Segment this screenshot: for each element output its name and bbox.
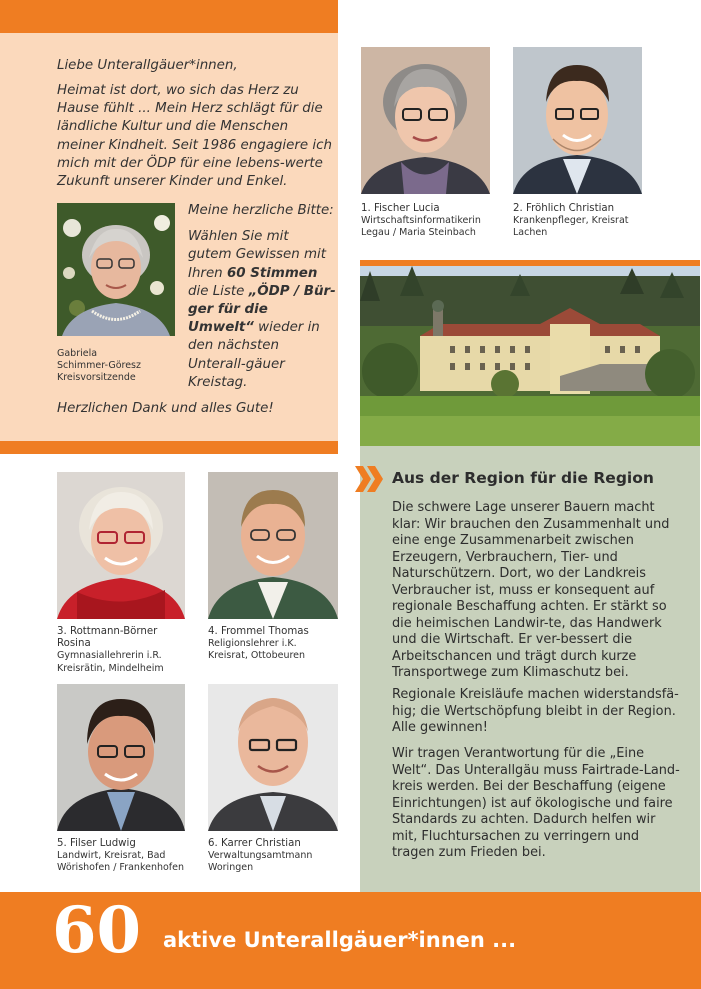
footer-number: 60 xyxy=(52,893,142,968)
candidate-5-occupation: Landwirt, Kreisrat, Bad xyxy=(57,850,166,862)
top-orange-bar xyxy=(0,0,338,33)
candidate-2-occupation: Krankenpfleger, Kreisrat xyxy=(513,215,629,227)
letter-request xyxy=(188,202,336,392)
request-text-2: die Liste xyxy=(188,283,249,299)
candidate-4-caption xyxy=(208,626,348,663)
request-text-1: Wählen Sie mit gutem Gewissen mit Ihren xyxy=(188,229,327,281)
candidate-6-caption xyxy=(208,838,348,875)
candidate-1-caption xyxy=(361,203,501,240)
candidate-1-location: Legau / Maria Steinbach xyxy=(361,227,476,239)
signatory-first-name: Gabriela xyxy=(57,348,98,359)
candidate-2-caption xyxy=(513,203,653,240)
region-heading: Aus der Region für die Region xyxy=(392,469,654,487)
candidate-3-caption xyxy=(57,626,197,675)
region-paragraph-1: Die schwere Lage unserer Bauern macht klar: Wir brauchen den Zusammenhalt und eine enge Zusammenarbeit zwischen Erzeugern, Verbrauchern, Tier- und Naturschützern. Dort, wo der Landkreis Verbraucher ist, muss er konsequent auf regionale Beschaffung achten. Er stärkt so die heimischen Landwir-te, das Handwerk und die Wirtschaft. Er ver-bessert die Arbeitschancen und trägt durch kurze Transportwege zum Klimaschutz bei. xyxy=(392,500,670,680)
candidate-2-location: Lachen xyxy=(513,227,548,239)
candidate-3-occupation: Gymnasiallehrerin i.R. xyxy=(57,650,162,662)
middle-orange-bar xyxy=(0,441,338,454)
candidate-1-name: 1. Fischer Lucia xyxy=(361,203,440,214)
candidate-5-name: 5. Filser Ludwig xyxy=(57,838,136,849)
candidate-2-name: 2. Fröhlich Christian xyxy=(513,203,615,214)
candidate-4-photo xyxy=(208,472,338,619)
request-votes: 60 Stimmen xyxy=(226,265,318,281)
candidate-5-location: Wörishofen / Frankenhofen xyxy=(57,862,185,874)
monastery-landscape-photo xyxy=(360,266,700,446)
candidate-6-name: 6. Karrer Christian xyxy=(208,838,301,849)
request-title: Meine herzliche Bitte: xyxy=(188,203,334,218)
candidate-4-occupation: Religionslehrer i.K. xyxy=(208,638,297,650)
candidate-4-location: Kreisrat, Ottobeuren xyxy=(208,650,306,662)
letter-body: Heimat ist dort, wo sich das Herz zu Hause fühlt ... Mein Herz schlägt für die ländliche Kultur und die Menschen meiner Kindheit. Seit 1986 engagiere ich mich mit der ÖDP für eine lebens-werte Zukunft unserer Kinder und Enkel. xyxy=(57,83,332,190)
region-paragraph-2: Regionale Kreisläufe machen widerstandsfä-hig; die Wertschöpfung bleibt in der Region. Alle gewinnen! xyxy=(392,687,679,735)
double-chevron-right-icon xyxy=(355,466,387,496)
candidate-1-photo xyxy=(361,47,490,194)
candidate-5-caption xyxy=(57,838,197,875)
region-paragraph-3: Wir tragen Verantwortung für die „Eine Welt“. Das Unterallgäu muss Fairtrade-Land-kreis werden. Bei der Beschaffung (eigene Einrichtungen) ist auf ökologische und faire Standards zu achten. Dadurch helfen wir mit, Fluchtursachen zu verringern und tragen zum Frieden bei. xyxy=(392,746,680,860)
candidate-3-location: Kreisrätin, Mindelheim xyxy=(57,662,164,674)
signatory-photo xyxy=(57,203,175,336)
request-text-3: wieder in den nächsten Unterall-gäuer Kreistag. xyxy=(188,320,320,390)
candidate-1-occupation: Wirtschaftsinformatikerin xyxy=(361,215,481,227)
candidate-3-name-line2: Rosina xyxy=(57,638,91,650)
signatory-last-name: Schimmer-Göresz xyxy=(57,360,141,372)
candidate-3-photo xyxy=(57,472,185,619)
footer-text: aktive Unterallgäuer*innen ... xyxy=(163,928,517,952)
candidate-4-name: 4. Frommel Thomas xyxy=(208,626,309,637)
letter-greeting: Liebe Unterallgäuer*innen, xyxy=(57,58,238,73)
candidate-6-occupation: Verwaltungsamtmann xyxy=(208,850,313,862)
candidate-2-photo xyxy=(513,47,642,194)
candidate-6-photo xyxy=(208,684,338,831)
candidate-6-location: Woringen xyxy=(208,862,254,874)
candidate-5-photo xyxy=(57,684,185,831)
signatory-caption xyxy=(57,348,182,385)
request-list-name: „ÖDP / Bür-ger für die Umwelt“ xyxy=(188,283,336,336)
signatory-role: Kreisvorsitzende xyxy=(57,372,136,384)
candidate-3-name: 3. Rottmann-Börner xyxy=(57,626,158,637)
letter-closing: Herzlichen Dank und alles Gute! xyxy=(57,401,274,416)
